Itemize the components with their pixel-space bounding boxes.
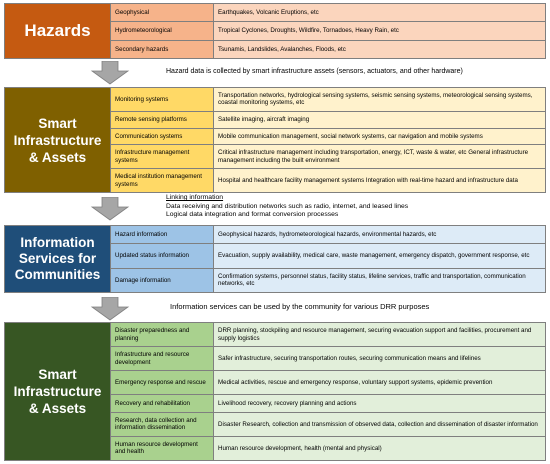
row-category: Infrastructure management systems: [111, 145, 214, 168]
arrow3-note: Information services can be used by the community for various DRR purposes: [170, 302, 430, 311]
row-category: Hydrometeorological: [111, 22, 214, 39]
title-line: & Assets: [28, 401, 87, 416]
smart-assets-title: [5, 88, 111, 192]
linking-information-label: Linking information: [166, 194, 224, 201]
row-category: Communication systems: [111, 129, 214, 145]
table-row: [111, 226, 545, 244]
arrow1-note: Hazard data is collected by smart infrastructure assets (sensors, actuators, and other hardware): [166, 68, 463, 75]
smart-assets-block: [4, 87, 546, 193]
table-row: [111, 347, 545, 371]
row-detail: Confirmation systems, personnel status, facility status, lifeline services, traffic and transportation, communication networks, etc: [214, 269, 545, 292]
title-line: Smart: [38, 115, 77, 131]
row-detail: Safer infrastructure, securing transportation routes, securing communication means and lifelines: [214, 347, 545, 370]
hazards-block: [4, 3, 546, 59]
row-category: Remote sensing platforms: [111, 112, 214, 128]
row-category: Research, data collection and information dissemination: [111, 413, 214, 436]
down-arrow-icon: [90, 61, 130, 85]
hazards-title: Hazards: [5, 4, 111, 58]
table-row: [111, 129, 545, 146]
info-services-title: [5, 226, 111, 292]
title-line: Smart: [38, 367, 77, 382]
row-detail: Livelihood recovery, recovery planning and actions: [214, 395, 545, 412]
drr-purposes-block: [4, 322, 546, 461]
table-row: [111, 437, 545, 460]
title-line: Infrastructure: [13, 132, 102, 148]
row-category: Medical institution management systems: [111, 169, 214, 192]
title-line: & Assets: [28, 149, 87, 165]
row-detail: Evacuation, supply availability, medical care, waste management, emergency dispatch, government response, etc: [214, 244, 545, 267]
row-detail: Medical activities, rescue and emergency response, voluntary support systems, epidemic prevention: [214, 371, 545, 394]
table-row: [111, 4, 545, 22]
table-row: [111, 371, 545, 395]
row-category: Monitoring systems: [111, 88, 214, 111]
row-detail: Tsunamis, Landslides, Avalanches, Floods, etc: [214, 41, 545, 58]
table-row: [111, 395, 545, 413]
table-row: [111, 88, 545, 112]
row-category: Hazard information: [111, 226, 214, 243]
table-row: [111, 244, 545, 268]
row-detail: Hospital and healthcare facility management systems Integration with real-time hazard and infrastructure data: [214, 169, 545, 192]
row-category: Infrastructure and resource development: [111, 347, 214, 370]
row-category: Secondary hazards: [111, 41, 214, 58]
row-detail: Disaster Research, collection and transmission of observed data, collection and dissemination of disaster information: [214, 413, 545, 436]
down-arrow-icon: [90, 197, 130, 221]
row-detail: Tropical Cyclones, Droughts, Wildfire, Tornadoes, Heavy Rain, etc: [214, 22, 545, 39]
table-row: [111, 323, 545, 347]
row-category: Human resource development and health: [111, 437, 214, 460]
row-detail: DRR planning, stockpiling and resource management, securing evacuation support and facilities, procurement and supply logistics: [214, 323, 545, 346]
row-category: Geophysical: [111, 4, 214, 21]
info-services-block: [4, 225, 546, 293]
title-line: Infrastructure: [13, 384, 102, 399]
row-detail: Critical infrastructure management including transportation, energy, ICT, waste & water, etc General infrastructure management including the built environment: [214, 145, 545, 168]
title-line: Services for: [18, 251, 97, 266]
note-line: Logical data integration and format conversion processes: [166, 211, 339, 218]
table-row: [111, 413, 545, 437]
row-detail: Earthquakes, Volcanic Eruptions, etc: [214, 4, 545, 21]
table-row: [111, 269, 545, 292]
row-category: Disaster preparedness and planning: [111, 323, 214, 346]
drr-purposes-title: [5, 323, 111, 460]
row-detail: Mobile communication management, social network systems, car navigation and mobile systems: [214, 129, 545, 145]
down-arrow-icon: [90, 297, 130, 321]
row-detail: Satellite imaging, aircraft imaging: [214, 112, 545, 128]
row-category: Recovery and rehabilitation: [111, 395, 214, 412]
row-category: Damage information: [111, 269, 214, 292]
title-line: Information: [20, 235, 95, 250]
row-category: Updated status information: [111, 244, 214, 267]
table-row: [111, 169, 545, 192]
table-row: [111, 112, 545, 129]
table-row: [111, 22, 545, 40]
row-detail: Transportation networks, hydrological sensing systems, seismic sensing systems, meteorological sensing systems, coastal monitoring systems, etc: [214, 88, 545, 111]
row-detail: Geophysical hazards, hydrometeorological hazards, environmental hazards, etc: [214, 226, 545, 243]
arrow2-note: [166, 194, 408, 220]
row-detail: Human resource development, health (mental and physical): [214, 437, 545, 460]
table-row: [111, 145, 545, 169]
table-row: [111, 41, 545, 58]
note-line: Data receiving and distribution networks such as radio, internet, and leased lines: [166, 202, 409, 210]
row-category: Emergency response and rescue: [111, 371, 214, 394]
title-line: Communities: [14, 267, 101, 282]
